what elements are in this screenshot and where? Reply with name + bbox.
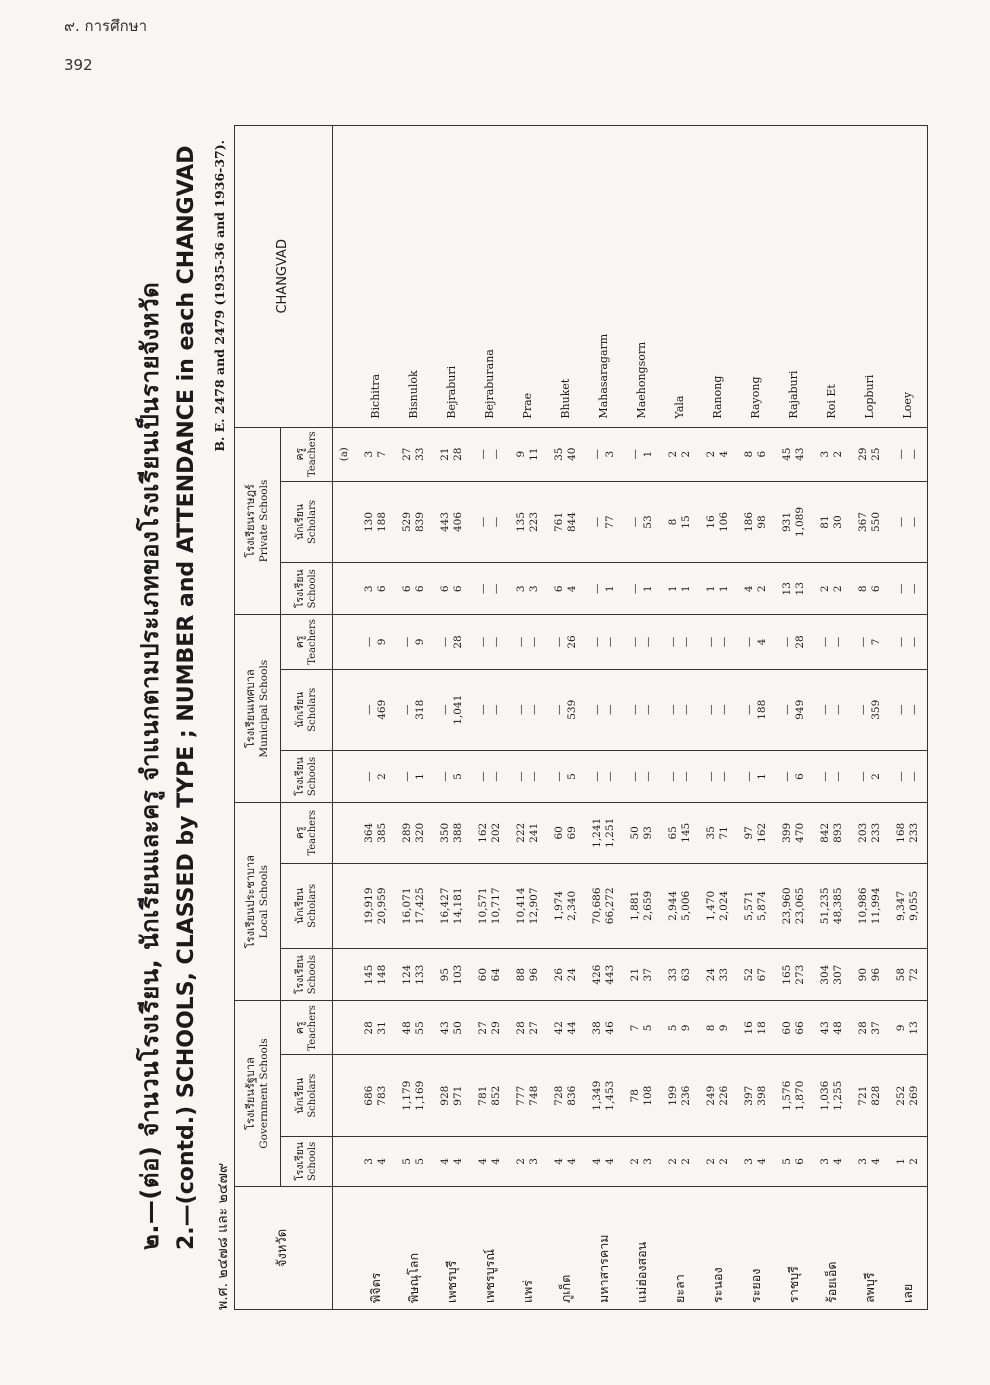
local-scholars-cell: 1,974 2,340 xyxy=(547,863,585,949)
province-name-english: Rayong xyxy=(737,126,775,428)
local-teachers-cell: 842 893 xyxy=(813,803,851,864)
private-schools-cell: 6 6 xyxy=(433,563,471,615)
province-name-english: Ranong xyxy=(699,126,737,428)
private-schools-cell: 3 3 xyxy=(509,563,547,615)
group-header-government: โรงเรียนรัฐบาล Government Schools xyxy=(235,1001,281,1187)
private-scholars-cell: — 53 xyxy=(623,481,661,562)
province-name-thai: ระนอง xyxy=(699,1186,737,1309)
government-schools-cell: 4 4 xyxy=(471,1136,509,1186)
rotated-table-region xyxy=(124,120,920,1310)
municipal-scholars-cell: — — xyxy=(471,669,509,750)
footnote-marker: (a) xyxy=(333,427,358,481)
table-row xyxy=(623,126,661,1310)
government-schools-cell: 2 3 xyxy=(623,1136,661,1186)
private-schools-cell: 4 2 xyxy=(737,563,775,615)
table-row xyxy=(433,126,471,1310)
local-scholars-cell: 5,571 5,874 xyxy=(737,863,775,949)
private-schools-cell: 13 13 xyxy=(775,563,813,615)
local-schools-cell: 24 33 xyxy=(699,949,737,1001)
government-schools-cell: 2 2 xyxy=(699,1136,737,1186)
local-scholars-cell: 2,944 5,006 xyxy=(661,863,699,949)
municipal-scholars-cell: — 949 xyxy=(775,669,813,750)
year-label-thai: พ.ศ. ๒๔๗๘ และ ๒๔๗๙ xyxy=(215,1162,231,1310)
province-name-english: Prae xyxy=(509,126,547,428)
government-teachers-cell: 9 13 xyxy=(889,1001,927,1055)
province-name-thai: เพชรบุรี xyxy=(433,1186,471,1309)
province-name-english: Loey xyxy=(889,126,927,428)
local-teachers-cell: 289 320 xyxy=(395,803,433,864)
local-teachers-cell: 50 93 xyxy=(623,803,661,864)
province-name-thai: เลย xyxy=(889,1186,927,1309)
title-block xyxy=(124,120,234,1310)
government-scholars-cell: 252 269 xyxy=(889,1055,927,1136)
municipal-schools-cell: — — xyxy=(813,750,851,802)
private-scholars-cell: 130 188 xyxy=(357,481,395,562)
government-schools-cell: 3 4 xyxy=(737,1136,775,1186)
local-teachers-cell: 35 71 xyxy=(699,803,737,864)
table-row xyxy=(699,126,737,1310)
private-scholars-cell: 931 1,089 xyxy=(775,481,813,562)
table-row xyxy=(737,126,775,1310)
government-schools-cell: 4 4 xyxy=(547,1136,585,1186)
province-name-thai: ยะลา xyxy=(661,1186,699,1309)
private-teachers-cell: 21 28 xyxy=(433,427,471,481)
private-teachers-cell: 27 33 xyxy=(395,427,433,481)
government-teachers-cell: 5 9 xyxy=(661,1001,699,1055)
private-scholars-cell: 367 550 xyxy=(851,481,889,562)
municipal-schools-cell: — 1 xyxy=(737,750,775,802)
local-schools-cell: 124 133 xyxy=(395,949,433,1001)
government-scholars-cell: 781 852 xyxy=(471,1055,509,1136)
government-teachers-cell: 28 27 xyxy=(509,1001,547,1055)
private-scholars-cell: 443 406 xyxy=(433,481,471,562)
municipal-schools-cell: — — xyxy=(889,750,927,802)
municipal-scholars-cell: — 539 xyxy=(547,669,585,750)
private-teachers-cell: 2 4 xyxy=(699,427,737,481)
municipal-teachers-cell: — — xyxy=(889,615,927,669)
private-schools-cell: 6 4 xyxy=(547,563,585,615)
province-name-thai: แม่ฮ่องสอน xyxy=(623,1186,661,1309)
government-scholars-cell: 78 108 xyxy=(623,1055,661,1136)
government-scholars-cell: 249 226 xyxy=(699,1055,737,1136)
private-teachers-cell: — 1 xyxy=(623,427,661,481)
local-teachers-cell: 350 388 xyxy=(433,803,471,864)
subheader-local-teachers: ครู Teachers xyxy=(281,803,333,864)
government-teachers-cell: 7 5 xyxy=(623,1001,661,1055)
group-header-private: โรงเรียนราษฎร์ Private Schools xyxy=(235,427,281,615)
private-teachers-cell: 35 40 xyxy=(547,427,585,481)
government-scholars-cell: 1,036 1,255 xyxy=(813,1055,851,1136)
private-teachers-cell: 45 43 xyxy=(775,427,813,481)
local-scholars-cell: 10,986 11,994 xyxy=(851,863,889,949)
government-scholars-cell: 928 971 xyxy=(433,1055,471,1136)
government-teachers-cell: 8 9 xyxy=(699,1001,737,1055)
private-scholars-cell: 16 106 xyxy=(699,481,737,562)
private-scholars-cell: 8 15 xyxy=(661,481,699,562)
subheader-municipal-teachers: ครู Teachers xyxy=(281,615,333,669)
municipal-teachers-cell: — 26 xyxy=(547,615,585,669)
province-name-thai: พิจิตร xyxy=(357,1186,395,1309)
table-title-english: 2.—(contd.) SCHOOLS, CLASSED by TYPE ; NUMBER and ATTENDANCE in each CHANGVAD xyxy=(174,145,199,1250)
municipal-schools-cell: — 5 xyxy=(433,750,471,802)
table-row xyxy=(661,126,699,1310)
local-teachers-cell: 222 241 xyxy=(509,803,547,864)
local-scholars-cell: 10,571 10,717 xyxy=(471,863,509,949)
private-schools-cell: — — xyxy=(889,563,927,615)
municipal-scholars-cell: — — xyxy=(623,669,661,750)
private-teachers-cell: 3 7 xyxy=(357,427,395,481)
government-scholars-cell: 728 836 xyxy=(547,1055,585,1136)
municipal-schools-cell: — 5 xyxy=(547,750,585,802)
municipal-teachers-cell: — 7 xyxy=(851,615,889,669)
municipal-teachers-cell: — — xyxy=(509,615,547,669)
municipal-schools-cell: — — xyxy=(661,750,699,802)
private-schools-cell: 6 6 xyxy=(395,563,433,615)
local-schools-cell: 58 72 xyxy=(889,949,927,1001)
province-name-thai: ระยอง xyxy=(737,1186,775,1309)
government-schools-cell: 3 4 xyxy=(357,1136,395,1186)
group-header-local: โรงเรียนประชาบาล Local Schools xyxy=(235,803,281,1001)
local-schools-cell: 88 96 xyxy=(509,949,547,1001)
municipal-teachers-cell: — — xyxy=(585,615,623,669)
private-schools-cell: 1 1 xyxy=(699,563,737,615)
private-teachers-cell: 2 2 xyxy=(661,427,699,481)
local-teachers-cell: 60 69 xyxy=(547,803,585,864)
government-schools-cell: 2 2 xyxy=(661,1136,699,1186)
local-schools-cell: 90 96 xyxy=(851,949,889,1001)
local-scholars-cell: 1,470 2,024 xyxy=(699,863,737,949)
province-name-english: Bisnulok xyxy=(395,126,433,428)
subheader-private-scholars: นักเรียน Scholars xyxy=(281,481,333,562)
municipal-teachers-cell: — — xyxy=(813,615,851,669)
province-name-thai: มหาสารคาม xyxy=(585,1186,623,1309)
year-label-english: B. E. 2478 and 2479 (1935-36 and 1936-37). xyxy=(212,140,227,452)
government-teachers-cell: 28 37 xyxy=(851,1001,889,1055)
subheader-government-teachers: ครู Teachers xyxy=(281,1001,333,1055)
private-scholars-cell: 81 30 xyxy=(813,481,851,562)
municipal-schools-cell: — 2 xyxy=(851,750,889,802)
private-teachers-cell: — — xyxy=(471,427,509,481)
local-teachers-cell: 364 385 xyxy=(357,803,395,864)
local-schools-cell: 426 443 xyxy=(585,949,623,1001)
private-schools-cell: 2 2 xyxy=(813,563,851,615)
government-teachers-cell: 48 55 xyxy=(395,1001,433,1055)
municipal-schools-cell: — 1 xyxy=(395,750,433,802)
government-teachers-cell: 28 31 xyxy=(357,1001,395,1055)
private-teachers-cell: 8 6 xyxy=(737,427,775,481)
private-scholars-cell: 529 839 xyxy=(395,481,433,562)
government-scholars-cell: 1,179 1,169 xyxy=(395,1055,433,1136)
municipal-scholars-cell: — 359 xyxy=(851,669,889,750)
group-header-municipal: โรงเรียนเทศบาล Municipal Schools xyxy=(235,615,281,803)
municipal-scholars-cell: — — xyxy=(813,669,851,750)
government-schools-cell: 1 2 xyxy=(889,1136,927,1186)
changvad-header-english: CHANGVAD xyxy=(235,126,333,428)
local-schools-cell: 52 67 xyxy=(737,949,775,1001)
local-teachers-cell: 203 233 xyxy=(851,803,889,864)
schools-table xyxy=(234,125,928,1310)
table-row xyxy=(889,126,927,1310)
local-scholars-cell: 19,919 20,959 xyxy=(357,863,395,949)
government-scholars-cell: 397 398 xyxy=(737,1055,775,1136)
private-schools-cell: — 1 xyxy=(585,563,623,615)
local-scholars-cell: 51,235 48,385 xyxy=(813,863,851,949)
local-teachers-cell: 97 162 xyxy=(737,803,775,864)
government-schools-cell: 5 5 xyxy=(395,1136,433,1186)
private-schools-cell: — 1 xyxy=(623,563,661,615)
private-teachers-cell: — 3 xyxy=(585,427,623,481)
municipal-schools-cell: — — xyxy=(699,750,737,802)
table-row xyxy=(547,126,585,1310)
government-schools-cell: 5 6 xyxy=(775,1136,813,1186)
local-schools-cell: 304 307 xyxy=(813,949,851,1001)
province-name-english: Yala xyxy=(661,126,699,428)
table-row xyxy=(395,126,433,1310)
province-name-thai: ภูเก็ต xyxy=(547,1186,585,1309)
municipal-teachers-cell: — — xyxy=(661,615,699,669)
note-row xyxy=(333,126,358,1310)
government-teachers-cell: 60 66 xyxy=(775,1001,813,1055)
private-schools-cell: — — xyxy=(471,563,509,615)
local-teachers-cell: 1,241 1,251 xyxy=(585,803,623,864)
local-schools-cell: 21 37 xyxy=(623,949,661,1001)
subheader-municipal-schools: โรงเรียน Schools xyxy=(281,750,333,802)
province-name-english: Bejraburi xyxy=(433,126,471,428)
table-row xyxy=(851,126,889,1310)
province-name-thai: ราชบุรี xyxy=(775,1186,813,1309)
section-label: ๙. การศึกษา xyxy=(64,17,147,35)
municipal-teachers-cell: — 9 xyxy=(357,615,395,669)
province-name-english: Rajaburi xyxy=(775,126,813,428)
private-scholars-cell: 761 844 xyxy=(547,481,585,562)
municipal-teachers-cell: — 28 xyxy=(433,615,471,669)
subheader-local-scholars: นักเรียน Scholars xyxy=(281,863,333,949)
municipal-schools-cell: — — xyxy=(623,750,661,802)
local-scholars-cell: 70,686 66,272 xyxy=(585,863,623,949)
province-name-thai: ร้อยเอ็ด xyxy=(813,1186,851,1309)
government-schools-cell: 3 4 xyxy=(851,1136,889,1186)
province-name-english: Maehongsorn xyxy=(623,126,661,428)
municipal-schools-cell: — — xyxy=(585,750,623,802)
local-teachers-cell: 162 202 xyxy=(471,803,509,864)
private-schools-cell: 3 6 xyxy=(357,563,395,615)
private-scholars-cell: — — xyxy=(471,481,509,562)
private-teachers-cell: 9 11 xyxy=(509,427,547,481)
province-name-english: Bejraburana xyxy=(471,126,509,428)
local-scholars-cell: 16,427 14,181 xyxy=(433,863,471,949)
municipal-teachers-cell: — 28 xyxy=(775,615,813,669)
municipal-teachers-cell: — — xyxy=(471,615,509,669)
municipal-schools-cell: — 2 xyxy=(357,750,395,802)
local-schools-cell: 165 273 xyxy=(775,949,813,1001)
local-teachers-cell: 168 233 xyxy=(889,803,927,864)
government-teachers-cell: 42 44 xyxy=(547,1001,585,1055)
private-scholars-cell: — 77 xyxy=(585,481,623,562)
municipal-scholars-cell: — 1,041 xyxy=(433,669,471,750)
municipal-scholars-cell: — 469 xyxy=(357,669,395,750)
municipal-teachers-cell: — 9 xyxy=(395,615,433,669)
private-schools-cell: 8 6 xyxy=(851,563,889,615)
municipal-scholars-cell: — — xyxy=(661,669,699,750)
province-name-english: Bhuket xyxy=(547,126,585,428)
government-scholars-cell: 777 748 xyxy=(509,1055,547,1136)
municipal-scholars-cell: — 318 xyxy=(395,669,433,750)
government-scholars-cell: 721 828 xyxy=(851,1055,889,1136)
table-row xyxy=(357,126,395,1310)
local-schools-cell: 26 24 xyxy=(547,949,585,1001)
page-number: 392 xyxy=(64,56,93,74)
local-teachers-cell: 65 145 xyxy=(661,803,699,864)
local-schools-cell: 145 148 xyxy=(357,949,395,1001)
table-row xyxy=(585,126,623,1310)
government-schools-cell: 4 4 xyxy=(433,1136,471,1186)
table-row xyxy=(471,126,509,1310)
municipal-teachers-cell: — — xyxy=(623,615,661,669)
private-schools-cell: 1 1 xyxy=(661,563,699,615)
province-name-english: Mahasaragarm xyxy=(585,126,623,428)
table-row xyxy=(813,126,851,1310)
private-teachers-cell: — — xyxy=(889,427,927,481)
municipal-scholars-cell: — — xyxy=(889,669,927,750)
government-teachers-cell: 43 50 xyxy=(433,1001,471,1055)
province-name-thai: พิษณุโลก xyxy=(395,1186,433,1309)
private-teachers-cell: 3 2 xyxy=(813,427,851,481)
subheader-local-schools: โรงเรียน Schools xyxy=(281,949,333,1001)
table-title-thai: ๒.—(ต่อ) จำนวนโรงเรียน, นักเรียนและครู จำแนกตามประเภทของโรงเรียนเป็นรายจังหวัด xyxy=(136,281,164,1250)
local-schools-cell: 95 103 xyxy=(433,949,471,1001)
government-teachers-cell: 16 18 xyxy=(737,1001,775,1055)
government-schools-cell: 3 4 xyxy=(813,1136,851,1186)
government-scholars-cell: 1,349 1,453 xyxy=(585,1055,623,1136)
municipal-scholars-cell: — 188 xyxy=(737,669,775,750)
local-schools-cell: 60 64 xyxy=(471,949,509,1001)
municipal-schools-cell: — 6 xyxy=(775,750,813,802)
government-teachers-cell: 43 48 xyxy=(813,1001,851,1055)
subheader-private-teachers: ครู Teachers xyxy=(281,427,333,481)
table-row xyxy=(509,126,547,1310)
government-scholars-cell: 686 783 xyxy=(357,1055,395,1136)
municipal-scholars-cell: — — xyxy=(585,669,623,750)
local-scholars-cell: 10,414 12,907 xyxy=(509,863,547,949)
province-name-english: Bichitra xyxy=(357,126,395,428)
municipal-teachers-cell: — — xyxy=(699,615,737,669)
province-name-thai: เพชรบูรณ์ xyxy=(471,1186,509,1309)
government-scholars-cell: 1,576 1,870 xyxy=(775,1055,813,1136)
private-scholars-cell: 186 98 xyxy=(737,481,775,562)
local-scholars-cell: 1,881 2,659 xyxy=(623,863,661,949)
private-scholars-cell: 135 223 xyxy=(509,481,547,562)
province-name-english: Roi Et xyxy=(813,126,851,428)
private-teachers-cell: 29 25 xyxy=(851,427,889,481)
local-schools-cell: 33 63 xyxy=(661,949,699,1001)
government-scholars-cell: 199 236 xyxy=(661,1055,699,1136)
local-scholars-cell: 16,071 17,425 xyxy=(395,863,433,949)
municipal-scholars-cell: — — xyxy=(699,669,737,750)
municipal-schools-cell: — — xyxy=(509,750,547,802)
private-scholars-cell: — — xyxy=(889,481,927,562)
government-schools-cell: 2 3 xyxy=(509,1136,547,1186)
government-schools-cell: 4 4 xyxy=(585,1136,623,1186)
municipal-schools-cell: — — xyxy=(471,750,509,802)
changvad-header-thai: จังหวัด xyxy=(235,1186,333,1309)
table-row xyxy=(775,126,813,1310)
government-teachers-cell: 38 46 xyxy=(585,1001,623,1055)
local-scholars-cell: 23,960 23,065 xyxy=(775,863,813,949)
local-scholars-cell: 9,347 9,055 xyxy=(889,863,927,949)
local-teachers-cell: 399 470 xyxy=(775,803,813,864)
subheader-municipal-scholars: นักเรียน Scholars xyxy=(281,669,333,750)
municipal-scholars-cell: — — xyxy=(509,669,547,750)
municipal-teachers-cell: — 4 xyxy=(737,615,775,669)
province-name-thai: ลพบุรี xyxy=(851,1186,889,1309)
government-teachers-cell: 27 29 xyxy=(471,1001,509,1055)
province-name-english: Lopburi xyxy=(851,126,889,428)
subheader-government-scholars: นักเรียน Scholars xyxy=(281,1055,333,1136)
subheader-private-schools: โรงเรียน Schools xyxy=(281,563,333,615)
province-name-thai: แพร่ xyxy=(509,1186,547,1309)
subheader-government-schools: โรงเรียน Schools xyxy=(281,1136,333,1186)
